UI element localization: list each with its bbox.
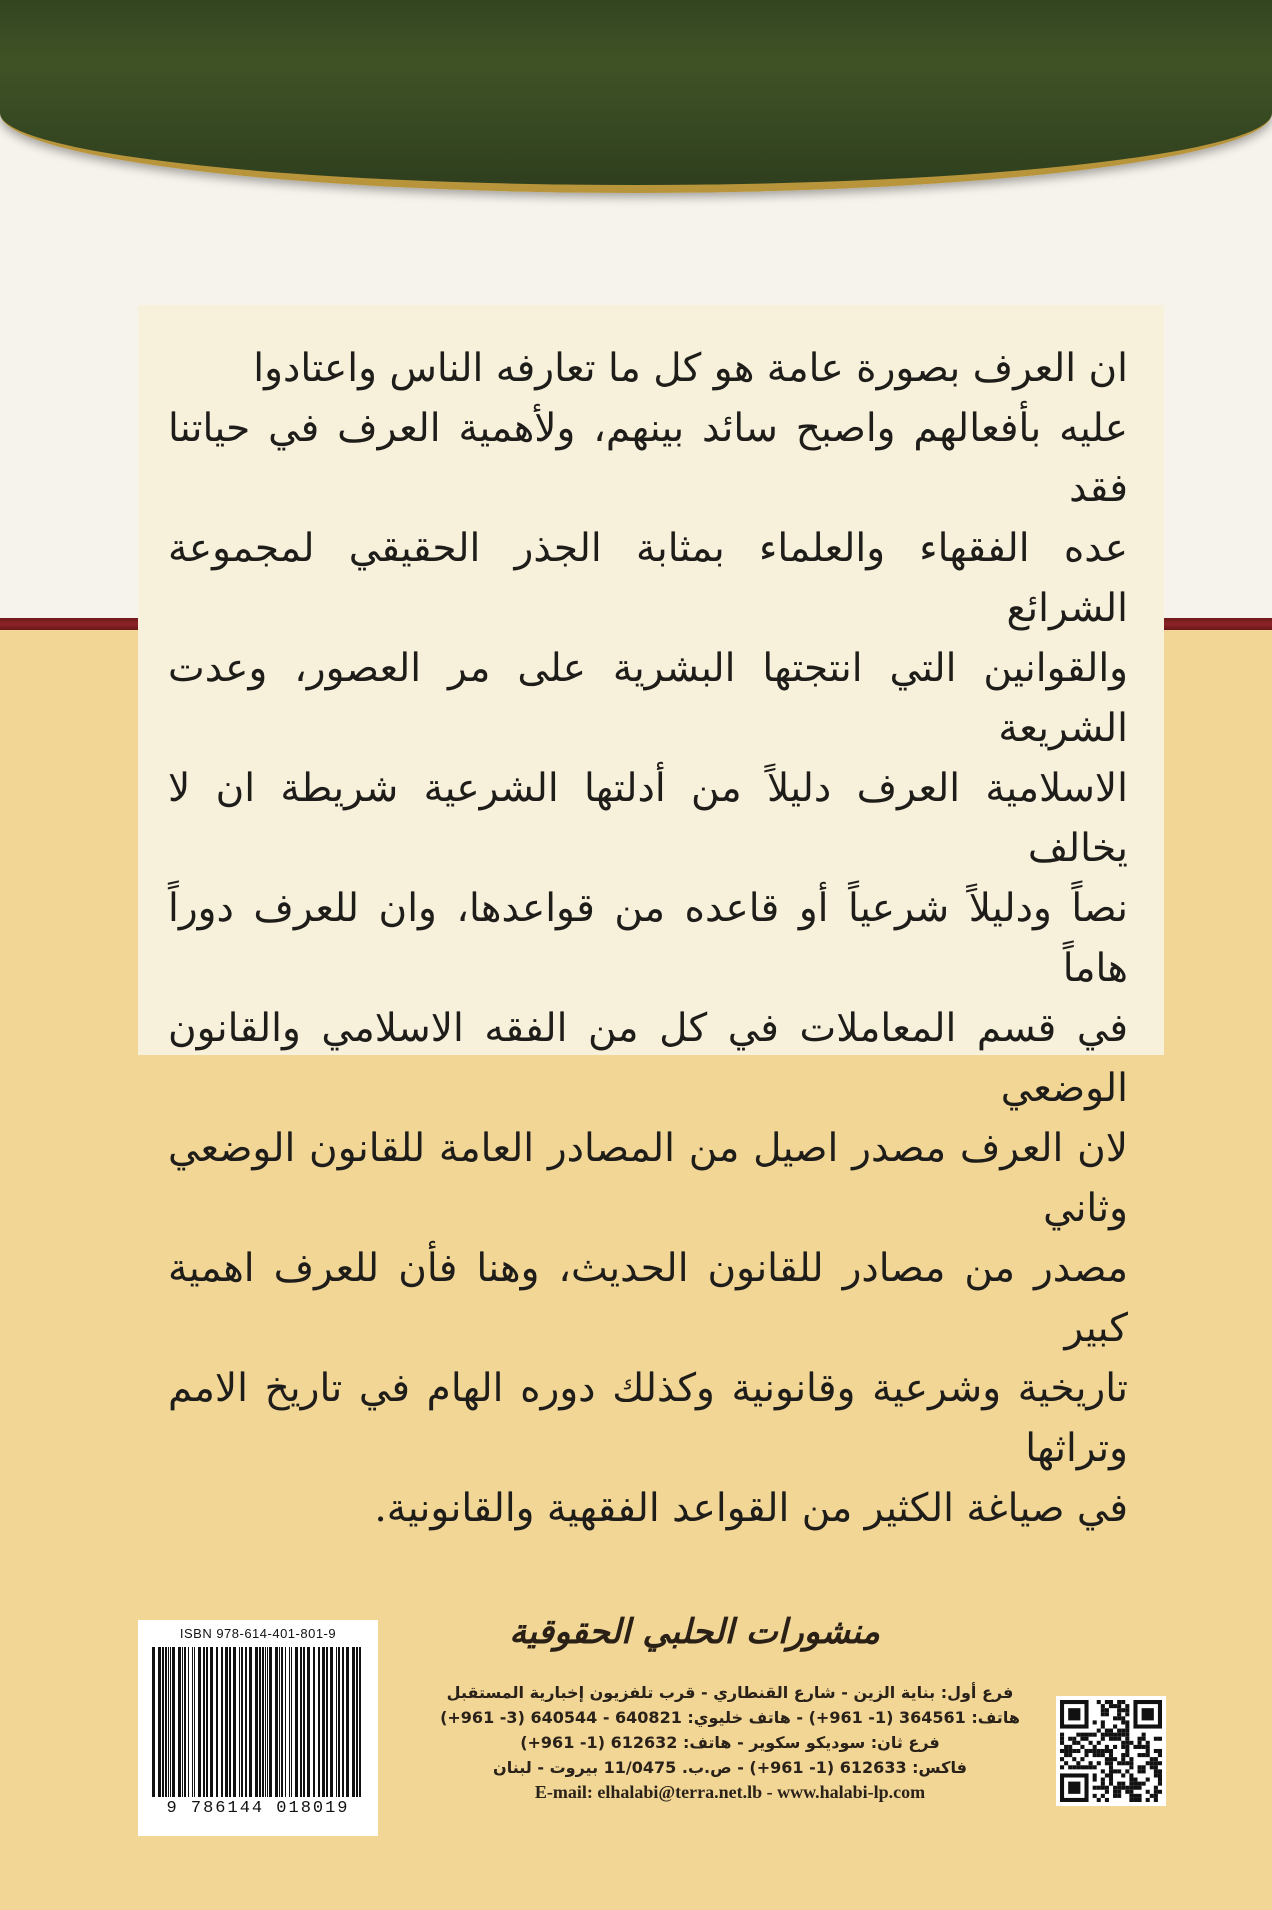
- blurb-line: عليه بأفعالهم واصبح سائد بينهم، ولأهمية العرف في حياتنا فقد: [168, 406, 1128, 511]
- blurb-line: نصاً ودليلاً شرعياً أو قاعده من قواعدها، وان للعرف دوراً هاماً: [168, 886, 1128, 991]
- qr-code-icon: [1060, 1700, 1162, 1802]
- address-line: هاتف: 364561 (1- 961+) - هاتف خليوي: 640821 - 640544 (3- 961+): [440, 1708, 1020, 1727]
- qr-code: [1056, 1696, 1166, 1806]
- blurb-line: ان العرف بصورة عامة هو كل ما تعارفه الناس واعتادوا: [253, 346, 1128, 391]
- blurb-panel: [138, 305, 1164, 1531]
- blurb-line: في صياغة الكثير من القواعد الفقهية والقانونية.: [374, 1486, 1128, 1531]
- contact-line: E-mail: elhalabi@terra.net.lb - www.halabi-lp.com: [534, 1782, 926, 1802]
- isbn-label: ISBN 978-614-401-801-9: [179, 1626, 337, 1641]
- blurb-line: لان العرف مصدر اصيل من المصادر العامة للقانون الوضعي وثاني: [168, 1126, 1128, 1231]
- blurb-line: في قسم المعاملات في كل من الفقه الاسلامي والقانون الوضعي: [168, 1006, 1128, 1111]
- isbn-digits: 9 786144 018019: [166, 1799, 350, 1818]
- blurb-line: والقوانين التي انتجتها البشرية على مر العصور، وعدت الشريعة: [168, 646, 1128, 751]
- address-line: فرع أول: بناية الزين - شارع القنطاري - قرب تلفزيون إخبارية المستقبل: [446, 1683, 1014, 1702]
- isbn-barcode: [138, 1620, 378, 1836]
- blurb-line: تاريخية وشرعية وقانونية وكذلك دوره الهام في تاريخ الامم وتراثها: [168, 1366, 1128, 1471]
- publisher-address: [440, 1680, 1020, 1805]
- address-line: فاكس: 612633 (1- 961+) - ص.ب. 11/0475 بيروت - لبنان: [493, 1758, 967, 1777]
- green-header-banner: [0, 0, 1272, 193]
- blurb-line: عده الفقهاء والعلماء بمثابة الجذر الحقيقي لمجموعة الشرائع: [168, 526, 1128, 631]
- barcode-bars: [148, 1647, 368, 1797]
- address-line: فرع ثان: سوديكو سكوير - هاتف: 612632 (1- 961+): [520, 1733, 940, 1752]
- blurb-line: الاسلامية العرف دليلاً من أدلتها الشرعية شريطة ان لا يخالف: [168, 766, 1128, 871]
- publisher-logo: منشورات الحلبي الحقوقية: [509, 1612, 880, 1652]
- blurb-text: [168, 339, 1128, 1539]
- blurb-line: مصدر من مصادر للقانون الحديث، وهنا فأن للعرف اهمية كبير: [168, 1246, 1128, 1351]
